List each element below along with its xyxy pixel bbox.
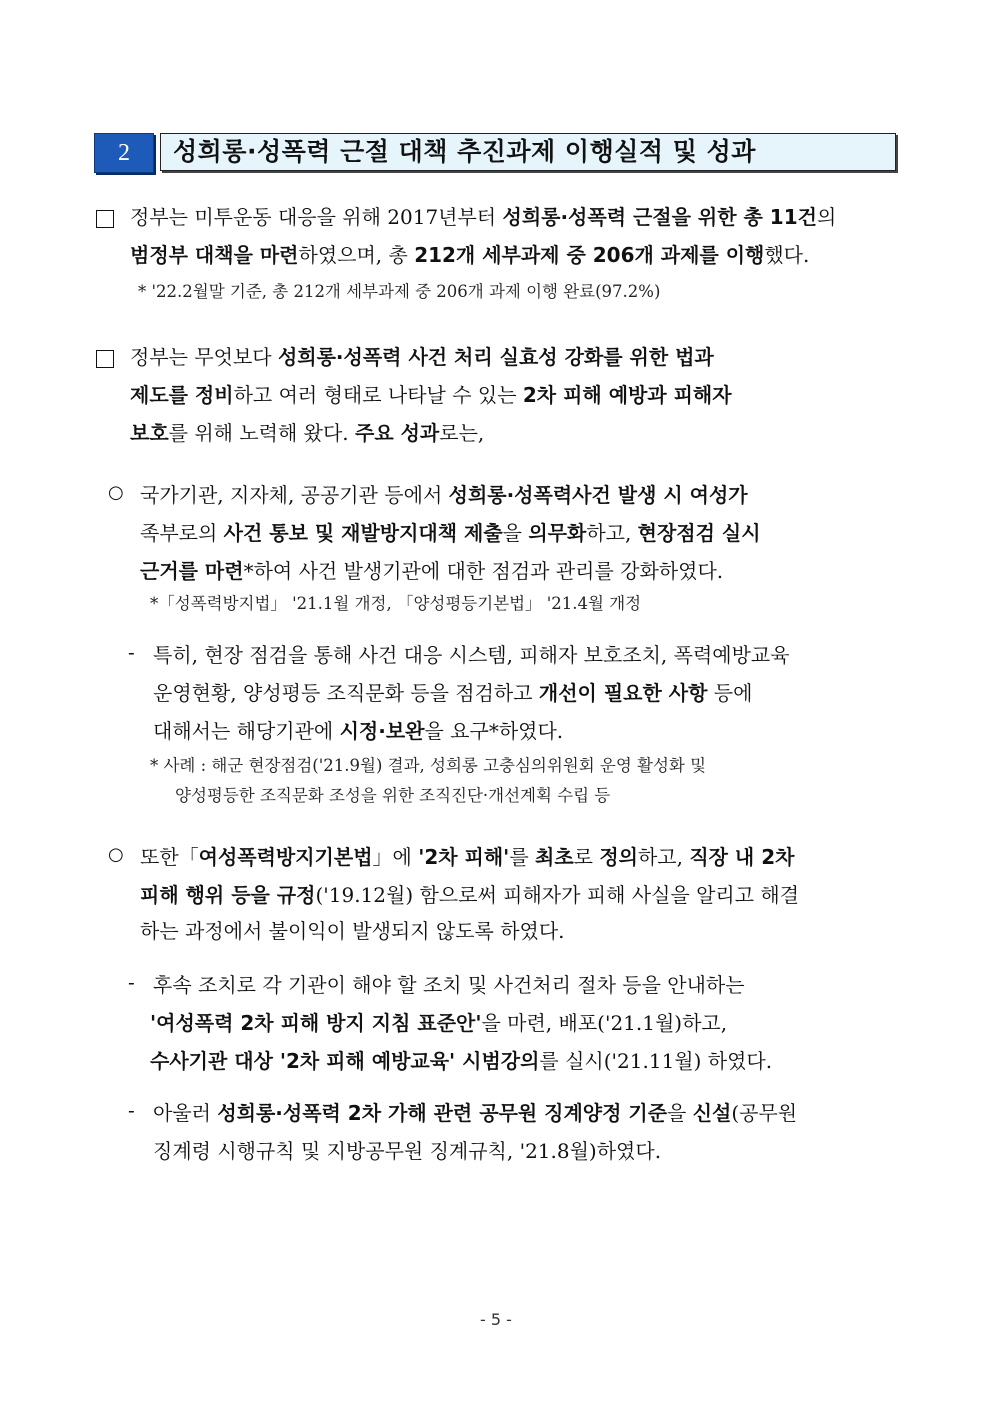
paragraph-1-note: * '22.2월말 기준, 총 212개 세부과제 중 206개 과제 이행 완료(97.2%) — [138, 282, 661, 301]
checkbox-bullet-icon — [96, 210, 114, 228]
paragraph-2-line-2: 제도를 정비하고 여러 형태로 나타날 수 있는 2차 피해 예방과 피해자 — [130, 383, 732, 407]
section-number: 2 — [94, 133, 154, 173]
dash-item-1-note-1: * 사례 : 해군 현장점검('21.9월) 결과, 성희롱 고충심의위원회 운영 활성화 및 — [150, 756, 707, 775]
circle-item-1-line-2: 족부로의 사건 통보 및 재발방지대책 제출을 의무화하고, 현장점검 실시 — [140, 521, 761, 545]
circle-bullet-icon: ○ — [108, 844, 124, 865]
dash-item-1-note-2: 양성평등한 조직문화 조성을 위한 조직진단·개선계획 수립 등 — [175, 786, 611, 805]
circle-item-1-note: *「성폭력방지법」 '21.1월 개정, 「양성평등기본법」 '21.4월 개정 — [150, 594, 642, 613]
dash-item-3-line-1: 아울러 성희롱·성폭력 2차 가해 관련 공무원 징계양정 기준을 신설(공무원 — [153, 1101, 798, 1125]
circle-item-2-line-1: 또한「여성폭력방지기본법」에 '2차 피해'를 최초로 정의하고, 직장 내 2차 — [140, 845, 795, 869]
circle-item-1-line-3: 근거를 마련*하여 사건 발생기관에 대한 점검과 관리를 강화하였다. — [140, 559, 724, 583]
paragraph-1-line-1: 정부는 미투운동 대응을 위해 2017년부터 성희롱·성폭력 근절을 위한 총 11건의 — [130, 205, 837, 229]
paragraph-2-line-3: 보호를 위해 노력해 왔다. 주요 성과로는, — [130, 421, 485, 445]
dash-item-1-line-3: 대해서는 해당기관에 시정·보완을 요구*하였다. — [153, 719, 564, 743]
dash-item-2-line-2: '여성폭력 2차 피해 방지 지침 표준안'을 마련, 배포('21.1월)하고, — [150, 1011, 728, 1035]
section-header — [94, 133, 896, 175]
circle-item-2-line-2: 피해 행위 등을 규정('19.12월) 함으로써 피해자가 피해 사실을 알리고 해결 — [140, 883, 800, 907]
circle-item-2-line-3: 하는 과정에서 불이익이 발생되지 않도록 하였다. — [140, 919, 565, 943]
page-number: - 5 - — [480, 1310, 512, 1329]
dash-item-2-line-3: 수사기관 대상 '2차 피해 예방교육' 시범강의를 실시('21.11월) 하였다. — [150, 1049, 773, 1073]
paragraph-1-line-2: 범정부 대책을 마련하였으며, 총 212개 세부과제 중 206개 과제를 이행했다. — [130, 243, 810, 267]
dash-bullet-icon: - — [128, 970, 135, 994]
dash-item-3-line-2: 징계령 시행규칙 및 지방공무원 징계규칙, '21.8월)하였다. — [153, 1139, 662, 1163]
section-title: 성희롱·성폭력 근절 대책 추진과제 이행실적 및 성과 — [160, 133, 896, 171]
checkbox-bullet-icon — [96, 350, 114, 368]
dash-bullet-icon: - — [128, 1098, 135, 1122]
circle-item-1-line-1: 국가기관, 지자체, 공공기관 등에서 성희롱·성폭력사건 발생 시 여성가 — [140, 483, 748, 507]
paragraph-2-line-1: 정부는 무엇보다 성희롱·성폭력 사건 처리 실효성 강화를 위한 법과 — [130, 345, 714, 369]
circle-bullet-icon: ○ — [108, 482, 124, 503]
dash-item-1-line-2: 운영현황, 양성평등 조직문화 등을 점검하고 개선이 필요한 사항 등에 — [153, 681, 753, 705]
dash-item-1-line-1: 특히, 현장 점검을 통해 사건 대응 시스템, 피해자 보호조치, 폭력예방교육 — [153, 643, 790, 667]
dash-item-2-line-1: 후속 조치로 각 기관이 해야 할 조치 및 사건처리 절차 등을 안내하는 — [153, 973, 745, 997]
dash-bullet-icon: - — [128, 640, 135, 664]
